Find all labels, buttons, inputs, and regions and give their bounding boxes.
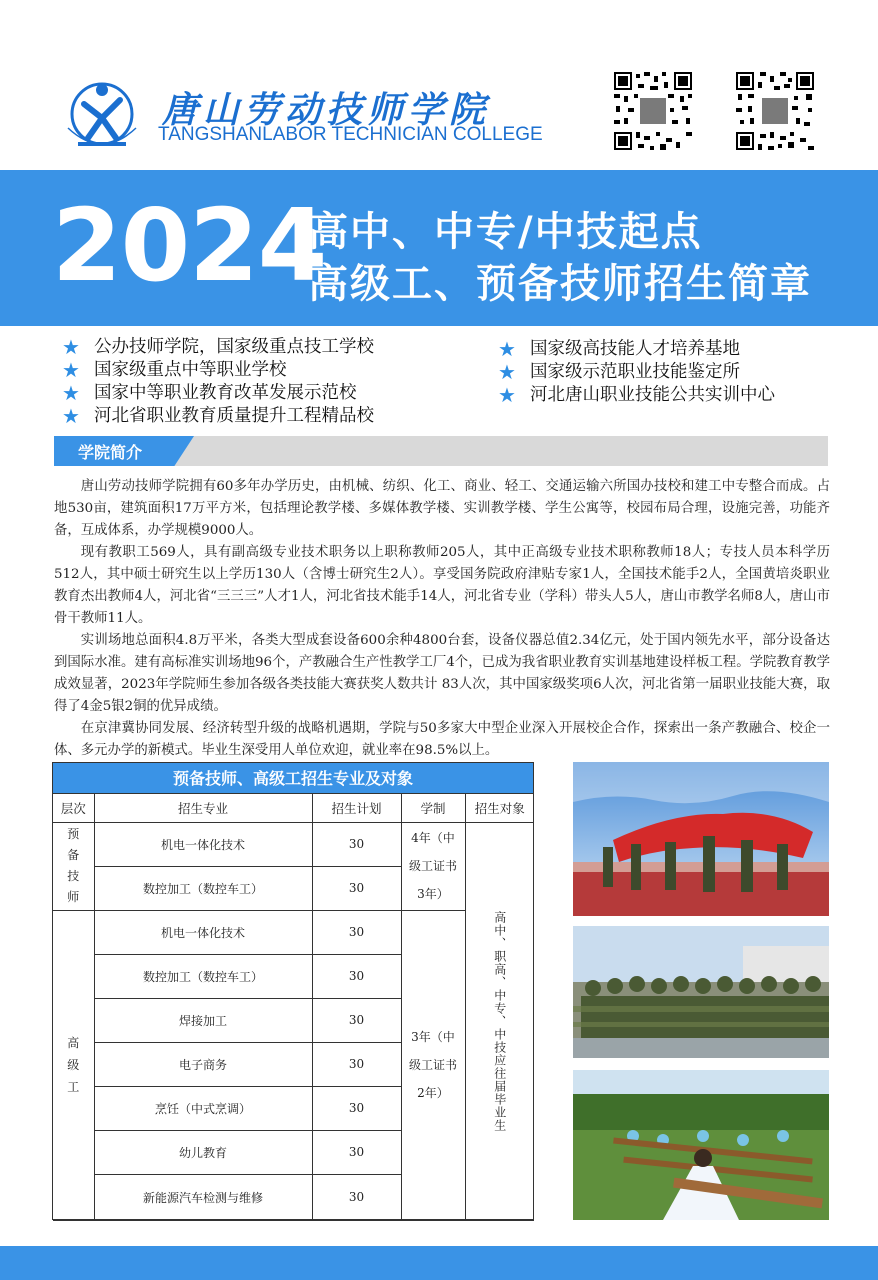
major-cell: 机电一体化技术 (94, 822, 312, 866)
major-cell: 烹饪（中式烹调） (94, 1086, 312, 1130)
header-level: 层次 (53, 794, 94, 822)
star-icon: ★ (62, 358, 80, 382)
intro-paragraph: 在京津冀协同发展、经济转型升级的战略机遇期，学院与50多家大中型企业深入开展校企合作，探索出一条产教融合、校企一体、多元办学的新模式。毕业生深受用人单位欢迎，就业率在98.5%以上。 (54, 721, 830, 758)
major-cell: 幼儿教育 (94, 1130, 312, 1174)
college-emblem-icon (58, 76, 146, 156)
level-cell: 预备技师 (53, 822, 94, 910)
honor-item: ★ 河北唐山职业技能公共实训中心 (498, 383, 775, 407)
star-icon: ★ (62, 381, 80, 405)
major-cell: 数控加工（数控车工） (94, 954, 312, 998)
plan-cell: 30 (312, 866, 401, 910)
honor-item: ★ 公办技师学院，国家级重点技工学校 (62, 335, 374, 359)
star-icon: ★ (498, 383, 516, 407)
honors-list-right (498, 338, 775, 407)
major-cell: 电子商务 (94, 1042, 312, 1086)
banner-title-line1: 高中、中专/中技起点 (308, 209, 703, 255)
military-training-flag-photo (573, 762, 829, 916)
banner-title-line2: 高级工、预备技师招生简章 (308, 261, 812, 307)
plan-cell: 30 (312, 954, 401, 998)
target-cell: 高中、职高、中专、中技应往届毕业生 (465, 822, 534, 1220)
header-duration: 学制 (401, 794, 465, 822)
honor-item: ★ 国家级高技能人才培养基地 (498, 337, 740, 361)
plan-cell: 30 (312, 1174, 401, 1220)
intro-section-title: 学院简介 (78, 443, 143, 462)
header-major: 招生专业 (94, 794, 312, 822)
banner-year: 2024 (52, 187, 327, 304)
honor-item: ★ 国家级示范职业技能鉴定所 (498, 360, 740, 384)
honor-item: ★ 国家级重点中等职业学校 (62, 358, 287, 382)
intro-paragraph: 现有教职工569人，具有副高级专业技术职务以上职称教师205人，其中正高级专业技术职称教师18人；专技人员本科学历512人，其中硕士研究生以上学历130人（含博士研究生2人）。享受国务院政府津贴专家1人，全国技术能手2人，全国黄培炎职业教育杰出教师4人，河北省“三三三”人才1人，河北省技术能手14人，河北省专业（学科）带头人5人，唐山市教学名师8人，唐山市骨干教师11人。 (54, 545, 830, 626)
douyin-qr-code[interactable] (734, 70, 816, 152)
plan-cell: 30 (312, 1130, 401, 1174)
header-plan: 招生计划 (312, 794, 401, 822)
school-name-en: TANGSHANLABOR TECHNICIAN COLLEGE (158, 124, 543, 145)
plan-cell: 30 (312, 1086, 401, 1130)
major-cell: 机电一体化技术 (94, 910, 312, 954)
plan-cell: 30 (312, 822, 401, 866)
duration-cell: 3年（中级工证书2年） (401, 910, 465, 1220)
military-training-formation-photo (573, 926, 829, 1058)
enrollment-grid (53, 794, 534, 1221)
level-cell: 高级工 (53, 910, 94, 1220)
major-cell: 新能源汽车检测与维修 (94, 1174, 312, 1220)
intro-section-header (54, 436, 828, 466)
table-row (53, 822, 534, 866)
plan-cell: 30 (312, 1042, 401, 1086)
intro-paragraph: 唐山劳动技师学院拥有60多年办学历史，由机械、纺织、化工、商业、轻工、交通运输六所国办技校和建工中专整合而成。占地530亩，建筑面积17万平方米，包括理论教学楼、多媒体教学楼、实训教学楼、学生公寓等，校园布局合理，设施完善，功能齐备，互成体系，办学规模9000人。 (54, 479, 830, 538)
honor-item: ★ 河北省职业教育质量提升工程精品校 (62, 404, 374, 428)
enrollment-table-title: 预备技师、高级工招生专业及对象 (53, 763, 533, 794)
star-icon: ★ (62, 404, 80, 428)
enrollment-table (52, 762, 534, 1220)
table-header-row (53, 794, 534, 822)
wechat-qr-code[interactable] (612, 70, 694, 152)
intro-paragraph: 实训场地总面积4.8万平米，各类大型成套设备600余种4800台套，设备仪器总值2.34亿元，处于国内领先水平，部分设备达到国际水准。建有高标准实训场地96个，产教融合生产性教学工厂4个，已成为我省职业教育实训基地建设样板工程。学院教育教学成效显著，2023年学院师生参加各级各类技能大赛获奖人数共计 83人次，其中国家级奖项6人次，河北省第一届职业技能大赛，取得了4金5银2铜的优异成绩。 (54, 633, 830, 714)
major-cell: 焊接加工 (94, 998, 312, 1042)
guzheng-performance-photo (573, 1070, 829, 1220)
table-row (53, 910, 534, 954)
intro-text (54, 476, 830, 762)
major-cell: 数控加工（数控车工） (94, 866, 312, 910)
footer-bar (0, 1246, 878, 1280)
plan-cell: 30 (312, 998, 401, 1042)
star-icon: ★ (498, 360, 516, 384)
duration-cell: 4年（中级工证书3年） (401, 822, 465, 910)
plan-cell: 30 (312, 910, 401, 954)
school-name-cn: 唐山劳动技师学院 (162, 89, 491, 131)
star-icon: ★ (498, 337, 516, 361)
college-logo-block (58, 72, 543, 160)
honor-item: ★ 国家中等职业教育改革发展示范校 (62, 381, 357, 405)
honors-list-left (62, 336, 374, 428)
header-target: 招生对象 (465, 794, 534, 822)
star-icon: ★ (62, 335, 80, 359)
title-banner (0, 170, 878, 326)
